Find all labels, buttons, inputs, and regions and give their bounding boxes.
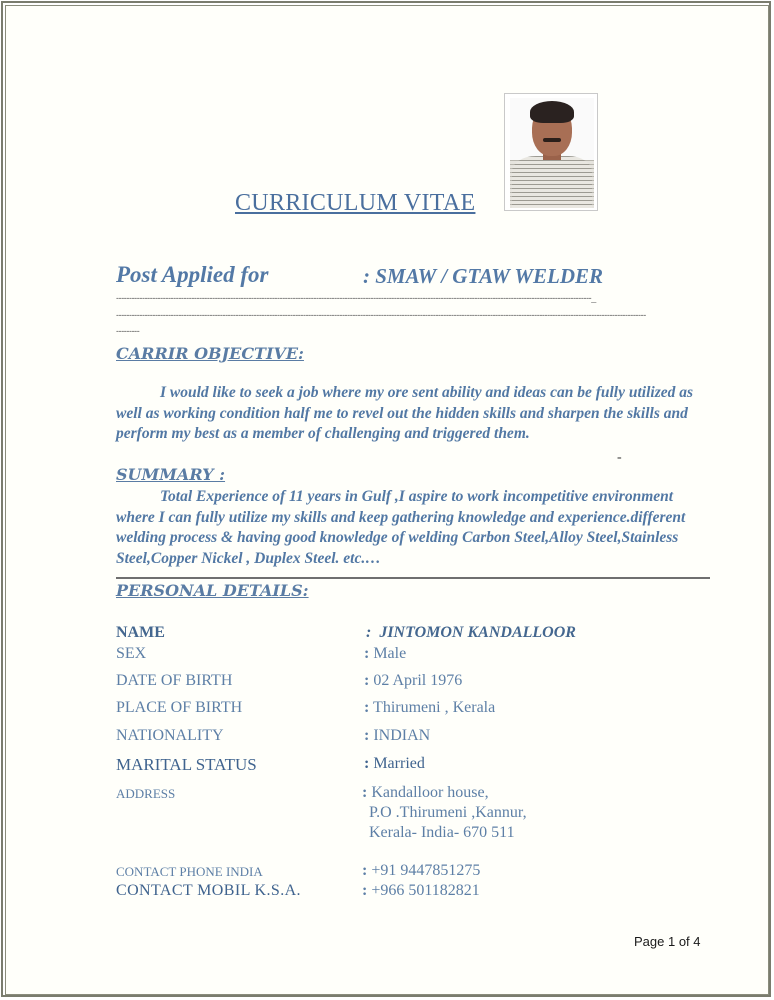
field-label-name: NAME [116,624,165,641]
field-label-marital-status: MARITAL STATUS [116,755,257,774]
field-value-marital-status: : Married [364,755,425,772]
field-label-date-of-birth: DATE OF BIRTH [116,672,233,689]
field-label-contact-phone-india: CONTACT PHONE INDIA [116,864,263,879]
portrait-photo-frame [504,93,598,211]
field-label-nationality: NATIONALITY [116,727,224,744]
field-value-address-line-1: : Kandalloor house, [362,784,489,801]
field-value-date-of-birth: : 02 April 1976 [364,672,463,689]
document-title: CURRICULUM VITAE [235,190,476,216]
field-value-contact-mobile-ksa: : +966 501182821 [362,882,480,899]
summary-heading: SUMMARY : [116,465,226,484]
field-value-address-line-3: Kerala- India- 670 511 [369,824,515,841]
objective-body: I would like to seek a job where my ore sent ability and ideas can be fully utilized as well as working condition half me to revel out the hidden skills and sharpen the skills and perform my best as a member of challenging and triggered them. [116,384,694,442]
field-label-contact-mobile-ksa: CONTACT MOBIL K.S.A. [116,882,301,899]
field-label-sex: SEX [116,645,147,662]
field-value-address-line-2: P.O .Thirumeni ,Kannur, [369,804,527,821]
objective-text [116,383,712,445]
stray-mark: - [617,450,622,465]
post-applied-label: Post Applied for [116,262,269,287]
page-number: Page 1 of 4 [634,934,701,949]
section-divider [116,577,710,579]
objective-heading: CARRIR OBJECTIVE: [116,344,304,363]
personal-details-heading: PERSONAL DETAILS: [116,581,309,600]
field-label-place-of-birth: PLACE OF BIRTH [116,699,243,716]
summary-text [116,487,712,569]
portrait-photo-icon [510,98,594,208]
field-value-sex: : Male [364,645,407,662]
field-value-nationality: : INDIAN [364,727,431,744]
separator-line-3: --------- [116,326,140,336]
field-value-name: : JINTOMON KANDALLOOR [366,624,576,641]
post-applied-value: : SMAW / GTAW WELDER [363,264,604,288]
field-value-place-of-birth: : Thirumeni , Kerala [364,699,496,716]
field-label-address: ADDRESS [116,786,176,801]
summary-body: Total Experience of 11 years in Gulf ,I aspire to work incompetitive environment where I can fully utilize my skills and keep gathering knowledge and experience.different welding process & having good knowledge of welding Carbon Steel,Alloy Steel,Stainless Steel,Copper Nickel , Duplex Steel. etc.… [116,488,686,567]
field-value-contact-phone-india: : +91 9447851275 [362,862,481,879]
separator-line-2: ------------------------------------------------------------------------------------------------------------------------------------------------------------------------------------------------------------ [116,310,646,320]
separator-line-1: ---------------------------------------------------------------------------------------------------------------------------------------------------------------------------------------_ [116,293,596,303]
